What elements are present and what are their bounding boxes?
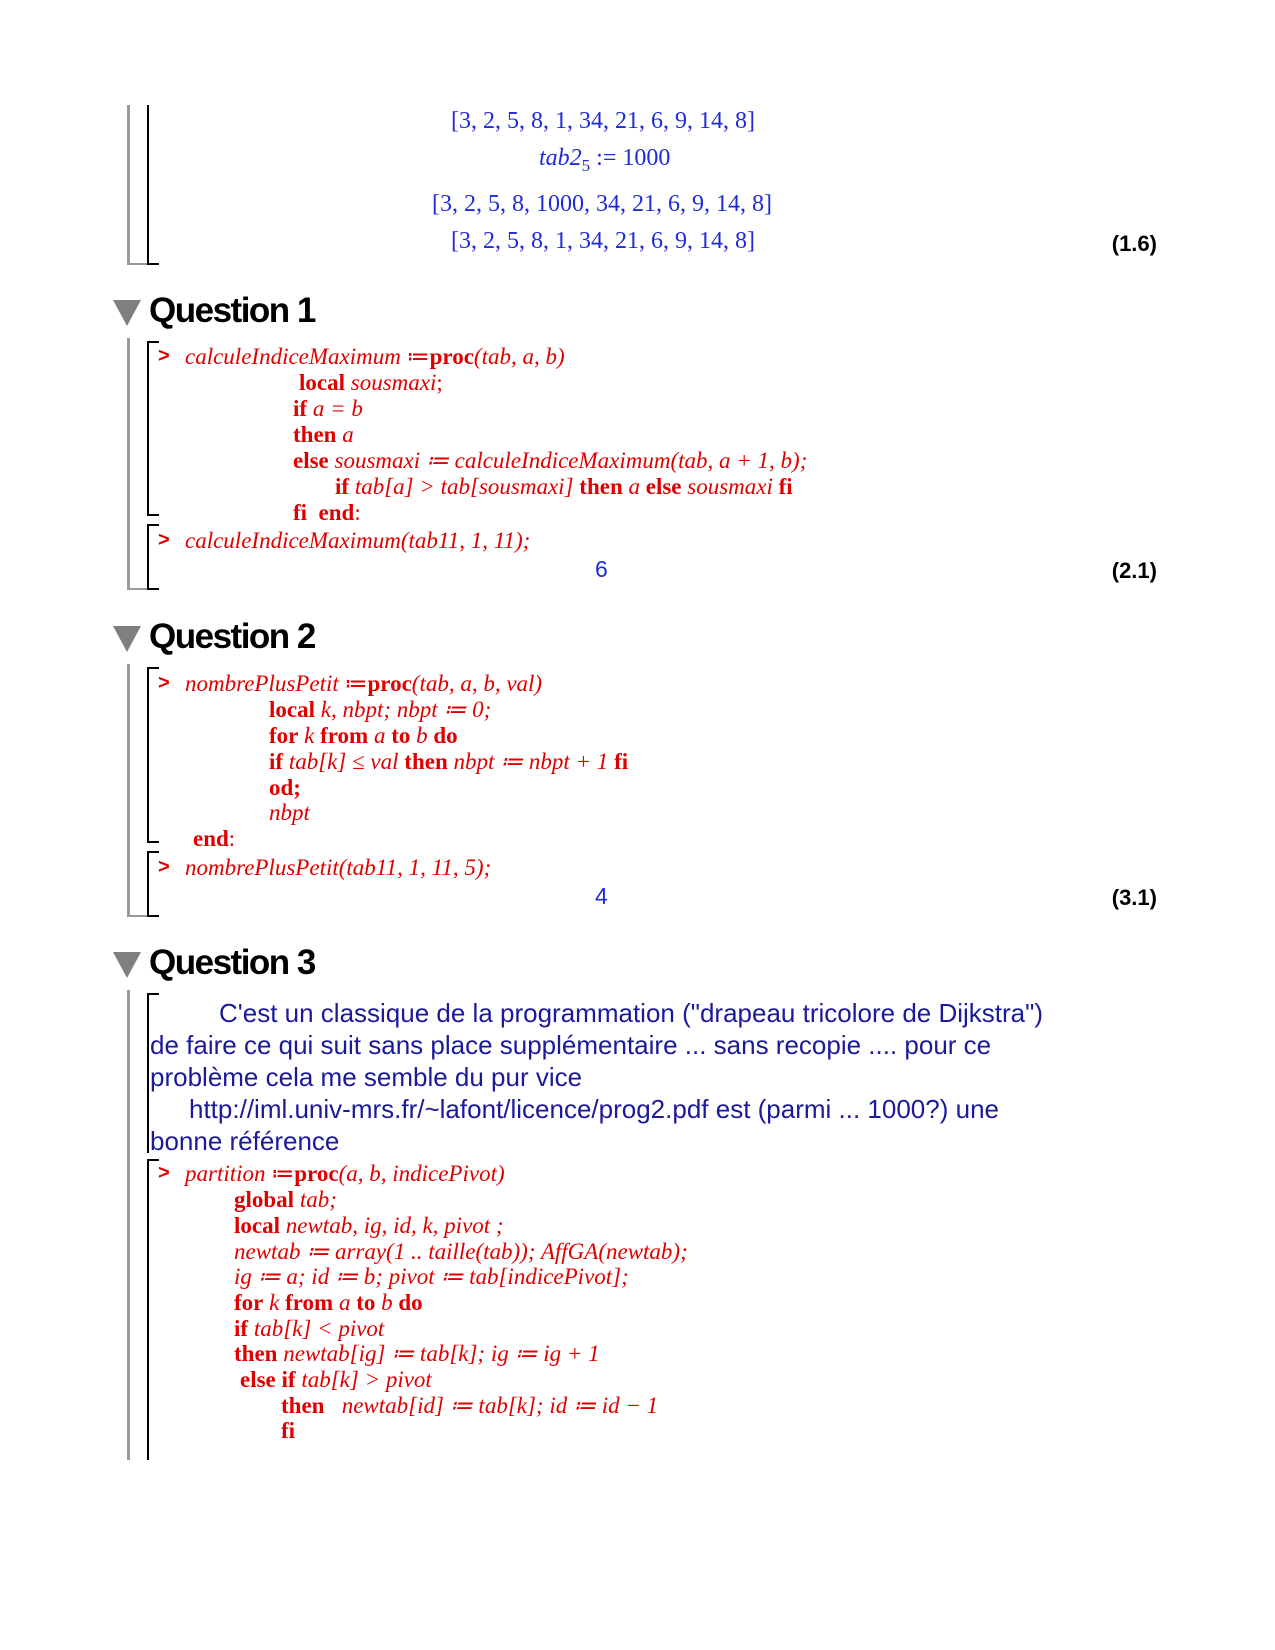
group-bracket — [147, 524, 149, 590]
code-line[interactable]: ig ≔ a; id ≔ b; pivot ≔ tab[indicePivot]; — [234, 1264, 629, 1289]
input-prompt: > — [158, 345, 170, 367]
keyword: do — [398, 1290, 423, 1315]
keyword: fi — [778, 474, 793, 499]
output-result: 6 — [595, 556, 608, 582]
code-line[interactable] — [234, 1316, 384, 1342]
local-vars: k, nbpt; nbpt ≔ 0; — [320, 697, 492, 722]
group-bracket-foot — [147, 263, 159, 265]
return-value: nbpt — [269, 800, 310, 825]
group-bracket-foot — [147, 841, 159, 843]
section-bracket-foot — [127, 588, 147, 590]
keyword: fi — [281, 1418, 296, 1443]
code-line[interactable] — [293, 422, 354, 448]
keyword: local — [299, 370, 345, 395]
code-line[interactable] — [293, 448, 807, 474]
section-bracket-foot — [127, 263, 147, 265]
keyword: then — [293, 422, 337, 447]
assign-op: ≔ — [265, 1161, 295, 1186]
input-prompt: > — [158, 529, 170, 551]
value: sousmaxi — [687, 474, 773, 499]
text-line: bonne référence — [150, 1126, 340, 1156]
output-assignment — [539, 145, 670, 176]
group-bracket-head — [147, 667, 159, 669]
keyword: local — [234, 1213, 280, 1238]
group-bracket-foot — [147, 588, 159, 590]
keyword: proc — [294, 1161, 339, 1186]
code-call[interactable]: nombrePlusPetit(tab11, 1, 11, 5); — [185, 855, 492, 880]
output-list-1: [3, 2, 5, 8, 1, 34, 21, 6, 9, 14, 8] — [451, 108, 755, 134]
group-bracket-head — [147, 524, 159, 526]
code-line[interactable] — [185, 671, 542, 697]
code-line[interactable] — [234, 1213, 504, 1239]
punct: : — [228, 826, 236, 851]
output-list-3: [3, 2, 5, 8, 1, 34, 21, 6, 9, 14, 8] — [451, 228, 755, 254]
section-bracket-foot — [127, 915, 147, 917]
proc-args: (tab, a, b) — [473, 344, 565, 369]
expression: newtab[ig] ≔ tab[k]; ig ≔ ig + 1 — [283, 1341, 600, 1366]
keyword: if — [293, 396, 308, 421]
section-bracket — [127, 338, 130, 590]
code-line[interactable] — [234, 1187, 337, 1213]
keyword: if — [269, 749, 284, 774]
group-bracket — [147, 1159, 149, 1460]
keyword: to — [391, 723, 411, 748]
condition: tab[k] < pivot — [253, 1316, 385, 1341]
assign-op: ≔ — [400, 344, 430, 369]
punct: ; — [436, 370, 443, 395]
output-var: tab2 — [539, 145, 582, 171]
var: b — [416, 723, 428, 748]
keyword: then — [579, 474, 623, 499]
keyword: from — [285, 1290, 334, 1315]
var: k — [304, 723, 315, 748]
section-bracket — [127, 664, 130, 917]
section-bracket — [127, 990, 130, 1460]
code-line[interactable] — [293, 500, 361, 526]
code-line[interactable] — [269, 800, 310, 826]
group-bracket-head — [147, 341, 159, 343]
group-bracket — [147, 341, 149, 516]
var: b — [381, 1290, 393, 1315]
group-bracket-foot — [147, 514, 159, 516]
text-line: http://iml.univ-mrs.fr/~lafont/licence/prog2.pdf est (parmi ... 1000?) une — [189, 1094, 999, 1124]
keyword: fi end — [293, 500, 355, 525]
local-vars: newtab, ig, id, k, pivot ; — [285, 1213, 504, 1238]
group-bracket-head — [147, 993, 159, 995]
expression: nbpt ≔ nbpt + 1 — [453, 749, 609, 774]
code-line[interactable] — [281, 1418, 295, 1444]
code-line[interactable] — [193, 826, 235, 852]
keyword: from — [320, 723, 369, 748]
collapse-arrow-icon[interactable] — [113, 952, 141, 978]
keyword: else — [645, 474, 682, 499]
proc-name: partition — [185, 1161, 266, 1186]
proc-name: calculeIndiceMaximum — [185, 344, 401, 369]
code-line[interactable] — [234, 1290, 423, 1316]
code-line[interactable] — [185, 344, 565, 370]
keyword: else if — [240, 1367, 296, 1392]
text-line: de faire ce qui suit sans place supplémentaire ... sans recopie .... pour ce — [150, 1030, 992, 1060]
equation-label: (1.6) — [1111, 231, 1157, 256]
keyword: then — [404, 749, 448, 774]
input-prompt: > — [158, 672, 170, 694]
keyword: fi — [614, 749, 629, 774]
keyword: for — [269, 723, 299, 748]
expression: sousmaxi ≔ calculeIndiceMaximum(tab, a + 1, b); — [334, 448, 808, 473]
output-list-2: [3, 2, 5, 8, 1000, 34, 21, 6, 9, 14, 8] — [432, 191, 772, 217]
code-line[interactable]: newtab ≔ array(1 .. taille(tab)); AffGA(newtab); — [234, 1239, 688, 1264]
code-line[interactable] — [269, 749, 628, 775]
group-bracket — [147, 667, 149, 843]
value: a — [628, 474, 640, 499]
condition: tab[a] > tab[sousmaxi] — [354, 474, 574, 499]
section-title: Question 1 — [149, 291, 315, 330]
condition: tab[k] ≤ val — [288, 749, 399, 774]
section-bracket — [127, 105, 130, 265]
code-call[interactable]: calculeIndiceMaximum(tab11, 1, 11); — [185, 528, 531, 553]
collapse-arrow-icon[interactable] — [113, 626, 141, 652]
condition: a = b — [312, 396, 363, 421]
group-bracket-foot — [147, 915, 159, 917]
input-prompt: > — [158, 856, 170, 878]
equation-label: (3.1) — [1111, 885, 1157, 910]
expression: newtab[id] ≔ tab[k]; id ≔ id − 1 — [341, 1393, 659, 1418]
group-bracket — [147, 105, 149, 265]
proc-args: (tab, a, b, val) — [411, 671, 543, 696]
keyword: to — [356, 1290, 376, 1315]
local-vars: sousmaxi — [350, 370, 437, 395]
collapse-arrow-icon[interactable] — [113, 300, 141, 326]
group-bracket — [147, 851, 149, 917]
text-line: problème cela me semble du pur vice — [150, 1062, 583, 1092]
global-vars: tab; — [299, 1187, 337, 1212]
proc-args: (a, b, indicePivot) — [338, 1161, 505, 1186]
keyword: proc — [429, 344, 474, 369]
output-subscript: 5 — [581, 155, 591, 175]
output-assign-value: := 1000 — [590, 145, 671, 171]
assign-op: ≔ — [338, 671, 368, 696]
group-bracket — [147, 993, 149, 1153]
code-line[interactable] — [299, 370, 443, 396]
text-line: C'est un classique de la programmation ("drapeau tricolore de Dijkstra") — [219, 998, 1044, 1028]
value: a — [342, 422, 354, 447]
var: a — [373, 723, 386, 748]
condition: tab[k] > pivot — [301, 1367, 432, 1392]
code-line[interactable] — [269, 723, 458, 749]
group-bracket-head — [147, 1159, 159, 1161]
keyword: else — [293, 448, 329, 473]
punct: : — [354, 500, 361, 525]
section-title: Question 3 — [149, 943, 315, 982]
keyword: if — [234, 1316, 249, 1341]
code-line[interactable] — [234, 1341, 600, 1367]
keyword: od; — [269, 775, 301, 800]
section-title: Question 2 — [149, 617, 315, 656]
var: k — [269, 1290, 280, 1315]
keyword: then — [234, 1341, 278, 1366]
input-prompt: > — [158, 1162, 170, 1184]
keyword: proc — [367, 671, 412, 696]
keyword: then — [281, 1393, 325, 1418]
code-line[interactable] — [269, 697, 491, 723]
code-line[interactable] — [281, 1393, 658, 1419]
keyword: local — [269, 697, 315, 722]
keyword: for — [234, 1290, 264, 1315]
var: a — [338, 1290, 351, 1315]
keyword: if — [335, 474, 350, 499]
proc-name: nombrePlusPetit — [185, 671, 339, 696]
code-line[interactable] — [335, 474, 793, 500]
code-line[interactable] — [185, 1161, 505, 1187]
code-line[interactable] — [293, 396, 363, 422]
code-line[interactable] — [269, 775, 301, 801]
equation-label: (2.1) — [1111, 558, 1157, 583]
keyword: end — [193, 826, 229, 851]
code-line[interactable] — [240, 1367, 432, 1393]
group-bracket-head — [147, 851, 159, 853]
keyword: do — [433, 723, 458, 748]
keyword: global — [234, 1187, 295, 1212]
output-result: 4 — [595, 883, 608, 909]
